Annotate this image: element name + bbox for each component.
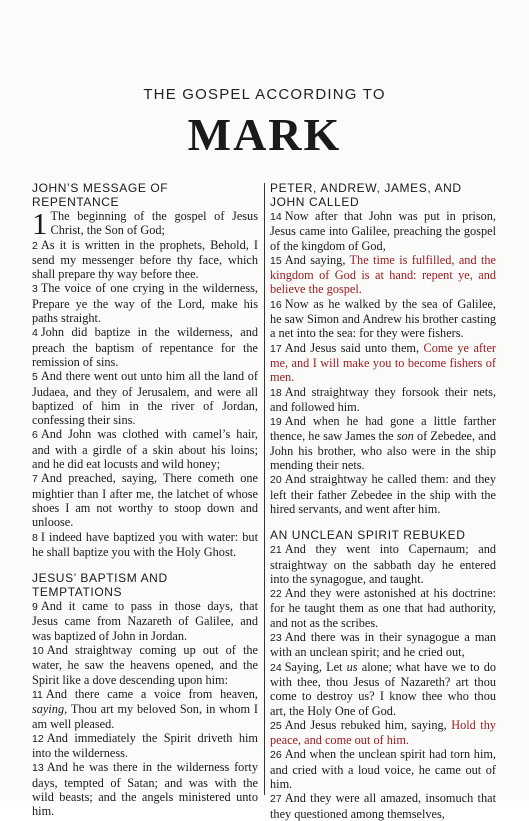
verse <box>32 687 258 731</box>
verse-number: 27 <box>270 793 282 806</box>
verse-text: Thou art my beloved Son, in whom I am well pleased. <box>32 702 258 731</box>
verse-text: And saying, <box>284 252 346 267</box>
column-divider <box>264 183 265 795</box>
chapter-number: 1 <box>32 206 48 241</box>
words-of-jesus: The time is fulfilled, and the kingdom of God is at hand: repent ye, and believe the gospel. <box>270 252 496 297</box>
verse-text: And John was clothed with camel’s hair, and with a girdle of a skin about his loins; and he did eat locusts and wild honey; <box>32 427 258 472</box>
verse-text: And they went into Capernaum; and straightway on the sabbath day he entered into the synagogue, and taught. <box>270 542 496 586</box>
verse-text: And it came to pass in those days, that Jesus came from Nazareth of Galilee, and was baptized of John in Jordan. <box>32 599 258 643</box>
verse-number: 13 <box>32 762 44 775</box>
verse-text: And there went out unto him all the land of Judaea, and they of Jerusalem, and were all baptized of him in the river of Jordan, confessing their sins. <box>32 369 258 428</box>
verse <box>270 297 496 341</box>
verse-number: 20 <box>270 474 282 487</box>
verse-number: 19 <box>270 416 282 429</box>
verse-number: 18 <box>270 386 282 399</box>
verse <box>32 206 258 241</box>
verse-text: And straightway they forsook their nets, and followed him. <box>270 384 496 414</box>
verse <box>32 643 258 687</box>
section-heading: JESUS’ BAPTISM AND TEMPTATIONS <box>32 571 168 600</box>
verse <box>32 471 258 529</box>
section-heading: PETER, ANDREW, JAMES, AND JOHN CALLED <box>270 181 462 209</box>
words-of-jesus: Come ye after me, and I will make you to become fishers of men. <box>270 340 496 385</box>
verse-text: alone; what have we to do with thee, thou Jesus of Nazareth? art thou come to destroy us? I know thee who thou art, the Holy One of God. <box>270 659 496 718</box>
verse <box>32 530 258 560</box>
verse-text: And there was in their synagogue a man with an unclean spirit; and he cried out, <box>270 630 496 660</box>
verse-number: 22 <box>270 588 282 601</box>
verse-italic: son <box>396 429 414 444</box>
verse-text: I indeed have baptized you with water: but he shall baptize you with the Holy Ghost. <box>32 529 258 559</box>
verse-number: 17 <box>270 342 282 355</box>
verse-text: And there came a voice from heaven, <box>45 686 258 701</box>
section-heading: JOHN’S MESSAGE OF REPENTANCE <box>32 181 169 209</box>
section-heading: AN UNCLEAN SPIRIT REBUKED <box>270 528 466 543</box>
verse <box>32 281 258 325</box>
verse-text: The voice of one crying in the wilderness, Prepare ye the way of the Lord, make his paths straight. <box>32 281 258 326</box>
right-column <box>270 181 496 821</box>
verse-text: As it is written in the prophets, Behold, I send my messenger before thy face, which shall prepare thy way before thee. <box>32 237 258 282</box>
verse <box>270 209 496 253</box>
verse-number: 21 <box>270 544 282 557</box>
verse <box>270 341 496 385</box>
verse <box>270 791 496 821</box>
verse-text: The beginning of the gospel of Jesus Christ, the Son of God; <box>50 209 258 238</box>
verse-text: And when the unclean spirit had torn him, and cried with a loud voice, he came out of him. <box>270 747 496 791</box>
verse <box>270 747 496 791</box>
verse-number: 15 <box>270 254 282 267</box>
verse-italic: us <box>346 659 358 674</box>
verse <box>32 238 258 282</box>
verse <box>270 718 496 748</box>
verse-text: And immediately the Spirit driveth him into the wilderness. <box>32 730 258 761</box>
words-of-jesus: Hold thy peace, and come out of him. <box>270 717 496 748</box>
verse-italic: saying, <box>32 702 68 717</box>
verse-text: And they were all amazed, insomuch that they questioned among themselves, <box>270 791 496 821</box>
left-column <box>32 181 258 819</box>
verse-number: 4 <box>32 327 38 340</box>
verse <box>32 599 258 643</box>
verse-number: 10 <box>32 645 44 658</box>
verse-number: 7 <box>32 473 38 486</box>
verse-number: 16 <box>270 298 282 311</box>
verse-number: 6 <box>32 429 38 442</box>
verse-text: of Zebedee, and John his brother, who also were in the ship mending their nets. <box>270 429 496 473</box>
verse <box>270 586 496 630</box>
verse <box>32 731 258 761</box>
verse-text: And he was there in the wilderness forty days, tempted of Satan; and was with the wild beasts; and the angels ministered unto him. <box>32 760 258 819</box>
verse-text: And Jesus rebuked him, saying, <box>284 717 447 732</box>
book-title: MARK <box>187 109 342 160</box>
verse-number: 25 <box>270 719 282 732</box>
verse <box>270 660 496 718</box>
verse-number: 14 <box>270 211 282 223</box>
verse-number: 8 <box>32 531 38 544</box>
verse <box>270 414 496 472</box>
verse-text: And preached, saying, There cometh one mightier than I after me, the latchet of whose shoes I am not worthy to stoop down and unloose. <box>32 471 258 530</box>
verse-text: And Jesus said unto them, <box>284 340 420 355</box>
verse-number: 2 <box>32 239 38 252</box>
verse-text: Now after that John was put in prison, Jesus came into Galilee, preaching the gospel of the kingdom of God, <box>270 209 496 253</box>
verse <box>32 760 258 818</box>
verse <box>270 472 496 516</box>
verse <box>270 630 496 660</box>
verse-number: 3 <box>32 283 38 296</box>
verse <box>270 253 496 297</box>
verse-number: 26 <box>270 749 282 762</box>
verse-text: And they were astonished at his doctrine: for he taught them as one that had authority, and not as the scribes. <box>270 586 496 630</box>
verse <box>270 542 496 586</box>
verse-text: And straightway coming up out of the water, he saw the heavens opened, and the Spirit like a dove descending upon him: <box>32 643 258 687</box>
verse-number: 11 <box>32 688 43 701</box>
book-supertitle: THE GOSPEL ACCORDING TO <box>143 86 386 103</box>
verse <box>32 427 258 471</box>
verse-text: Saying, Let <box>284 659 343 674</box>
verse-number: 24 <box>270 661 282 674</box>
verse-number: 23 <box>270 632 282 645</box>
verse-number: 9 <box>32 601 38 614</box>
verse-text: And straightway he called them: and they left their father Zebedee in the ship with the hired servants, and went after him. <box>270 472 496 516</box>
verse <box>32 325 258 369</box>
verse-text: John did baptize in the wilderness, and preach the baptism of repentance for the remission of sins. <box>32 325 258 369</box>
verse-number: 5 <box>32 371 38 384</box>
verse <box>32 369 258 427</box>
verse-text: And when he had gone a little farther thence, he saw James the <box>270 414 496 444</box>
verse-number: 12 <box>32 732 44 745</box>
verse <box>270 385 496 415</box>
verse-text: Now as he walked by the sea of Galilee, he saw Simon and Andrew his brother casting a net into the sea: for they were fishers. <box>270 296 496 341</box>
